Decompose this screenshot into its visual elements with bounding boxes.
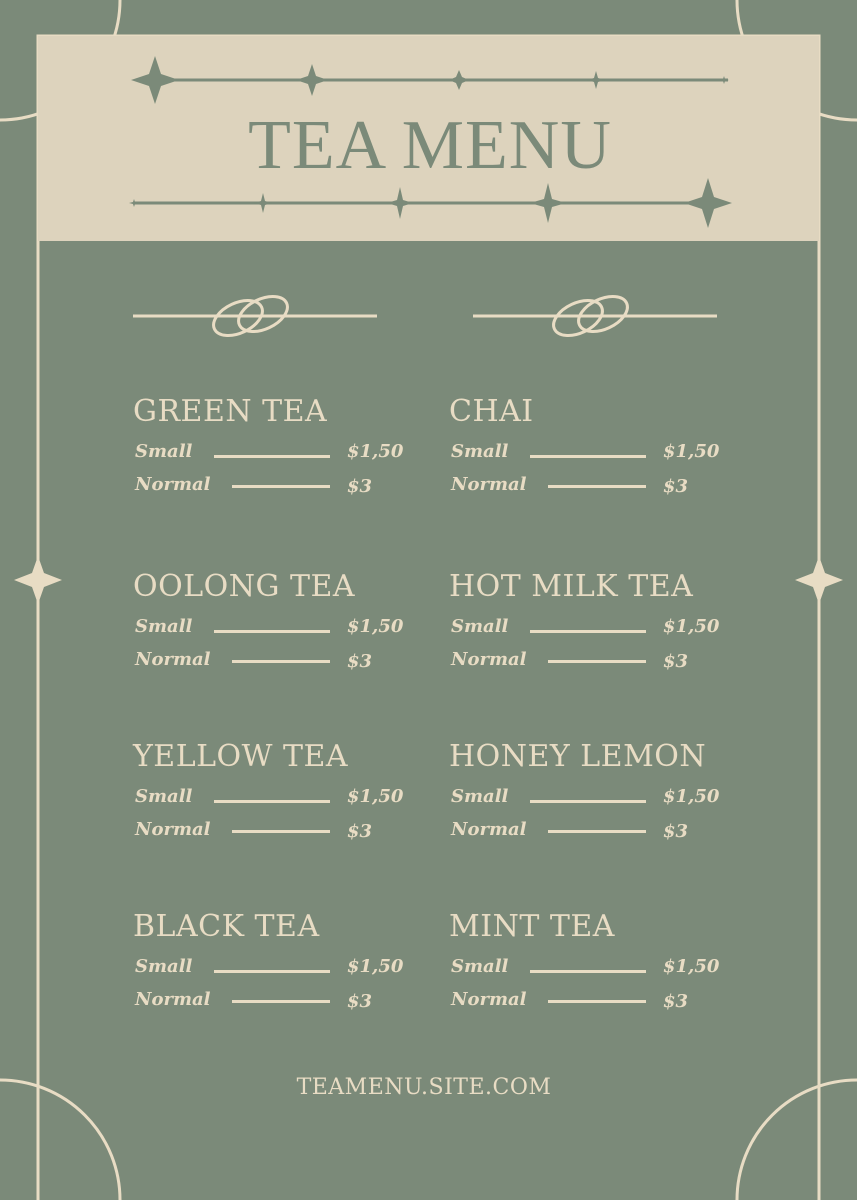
item-name: HONEY LEMON xyxy=(449,739,707,774)
price-normal: $3 xyxy=(347,821,373,842)
menu-item-yellow-tea xyxy=(133,741,423,856)
leader-line xyxy=(214,800,330,803)
size-label-normal: Normal xyxy=(135,819,211,840)
price-normal: $3 xyxy=(663,991,689,1012)
leader-line xyxy=(232,660,330,663)
menu-item-green-tea xyxy=(133,396,423,511)
leader-line xyxy=(214,455,330,458)
size-label-small: Small xyxy=(451,786,509,807)
item-name: CHAI xyxy=(449,394,534,429)
price-small: $1,50 xyxy=(347,441,404,462)
size-label-small: Small xyxy=(135,786,193,807)
leader-line xyxy=(530,800,646,803)
footer-website: TEAMENU.SITE.COM xyxy=(296,1075,552,1100)
item-name: BLACK TEA xyxy=(133,909,320,944)
price-normal: $3 xyxy=(663,651,689,672)
item-name: OOLONG TEA xyxy=(133,569,356,604)
corner-arc-bottom-right xyxy=(737,1080,857,1200)
price-small: $1,50 xyxy=(663,616,720,637)
leader-line xyxy=(548,660,646,663)
menu-item-chai xyxy=(449,396,739,511)
divider-ornament-left xyxy=(133,289,377,342)
price-normal: $3 xyxy=(347,991,373,1012)
price-normal: $3 xyxy=(663,476,689,497)
menu-item-honey-lemon xyxy=(449,741,739,856)
leader-line xyxy=(548,485,646,488)
size-label-small: Small xyxy=(135,441,193,462)
menu-item-hot-milk-tea xyxy=(449,571,739,686)
size-label-normal: Normal xyxy=(451,474,527,495)
size-label-normal: Normal xyxy=(135,474,211,495)
divider-ornament-right xyxy=(473,289,717,342)
star-left-ornament xyxy=(14,556,62,604)
size-label-small: Small xyxy=(135,956,193,977)
menu-item-oolong-tea xyxy=(133,571,423,686)
price-small: $1,50 xyxy=(663,956,720,977)
price-small: $1,50 xyxy=(347,616,404,637)
size-label-small: Small xyxy=(451,616,509,637)
item-name: GREEN TEA xyxy=(133,394,328,429)
leader-line xyxy=(548,1000,646,1003)
leader-line xyxy=(214,630,330,633)
size-label-normal: Normal xyxy=(451,649,527,670)
item-name: HOT MILK TEA xyxy=(449,569,694,604)
star-right-ornament xyxy=(795,556,843,604)
price-small: $1,50 xyxy=(663,786,720,807)
size-label-normal: Normal xyxy=(135,649,211,670)
price-small: $1,50 xyxy=(347,956,404,977)
size-label-normal: Normal xyxy=(451,989,527,1010)
item-name: YELLOW TEA xyxy=(133,739,349,774)
item-name: MINT TEA xyxy=(449,909,615,944)
corner-arc-bottom-left xyxy=(0,1080,120,1200)
size-label-normal: Normal xyxy=(451,819,527,840)
price-normal: $3 xyxy=(347,651,373,672)
size-label-small: Small xyxy=(451,441,509,462)
leader-line xyxy=(530,455,646,458)
price-normal: $3 xyxy=(347,476,373,497)
price-small: $1,50 xyxy=(347,786,404,807)
leader-line xyxy=(548,830,646,833)
menu-item-mint-tea xyxy=(449,911,739,1026)
leader-line xyxy=(530,630,646,633)
menu-item-black-tea xyxy=(133,911,423,1026)
leader-line xyxy=(232,1000,330,1003)
size-label-normal: Normal xyxy=(135,989,211,1010)
leader-line xyxy=(530,970,646,973)
leader-line xyxy=(214,970,330,973)
leader-line xyxy=(232,830,330,833)
menu-title: TEA MENU xyxy=(248,107,612,184)
size-label-small: Small xyxy=(451,956,509,977)
leader-line xyxy=(232,485,330,488)
size-label-small: Small xyxy=(135,616,193,637)
price-normal: $3 xyxy=(663,821,689,842)
price-small: $1,50 xyxy=(663,441,720,462)
